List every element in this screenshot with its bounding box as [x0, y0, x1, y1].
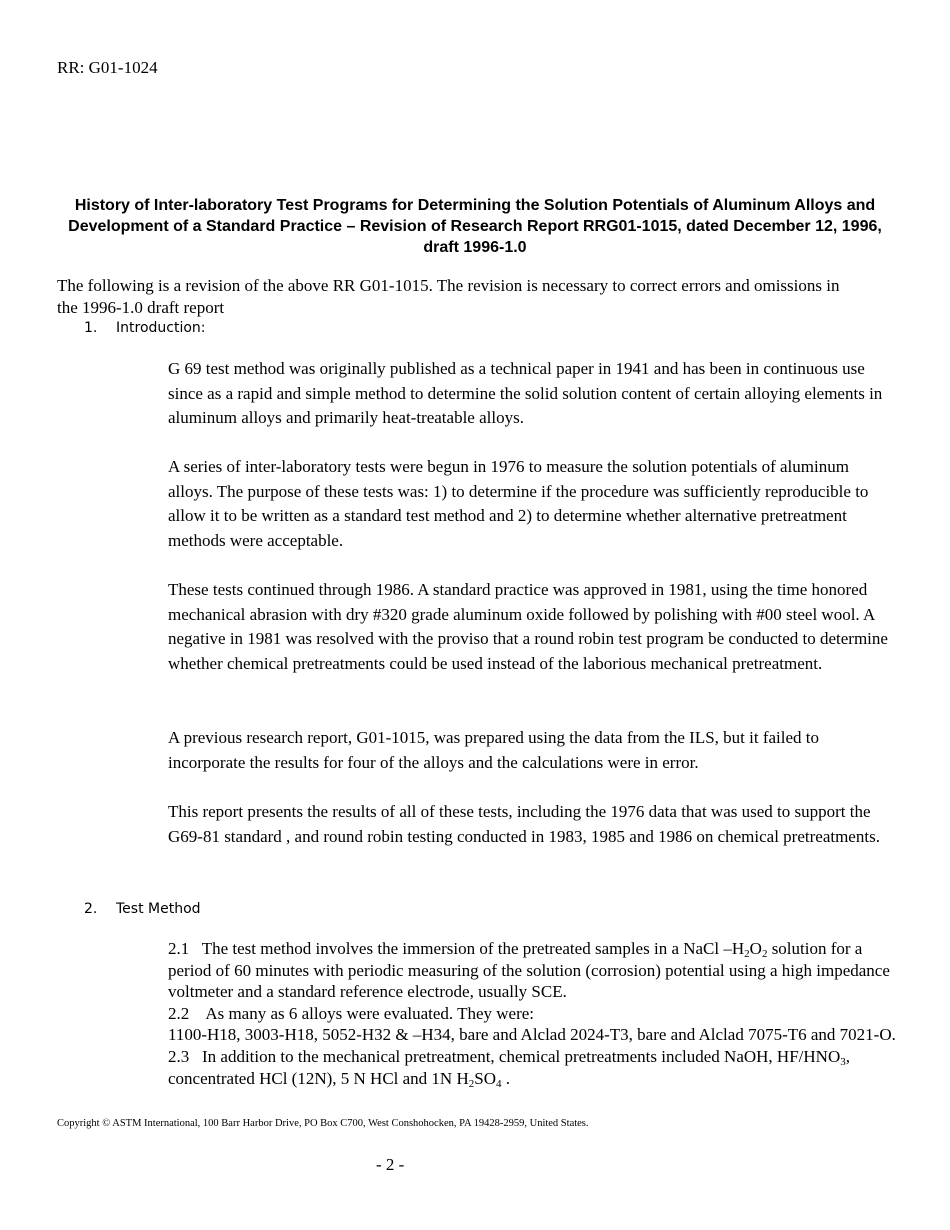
section-1-heading — [84, 320, 206, 336]
section-number: 1. — [84, 320, 98, 336]
report-id: RR: G01-1024 — [57, 58, 158, 77]
section-1-para-2: A series of inter-laboratory tests were begun in 1976 to measure the solution potentials of aluminum alloys. The purpose of these tests was: 1) to determine if the procedure was sufficiently reproducible to allow it to be written as a standard test method and 2) to determine whether alternative pretreatment methods were acceptable. — [168, 457, 869, 550]
copyright-notice: Copyright © ASTM International, 100 Barr Harbor Drive, PO Box C700, West Conshohocken, PA 19428-2959, United States. — [57, 1118, 589, 1129]
alloy-list: 1100-H18, 3003-H18, 5052-H32 & –H34, bare and Alclad 2024-T3, bare and Alclad 7075-T6 and 7021-O. — [168, 1025, 896, 1045]
section-1-para-1: G 69 test method was originally published as a technical paper in 1941 and has been in continuous use since as a rapid and simple method to determine the solid solution content of certain alloying elements in aluminum alloys and primarily heat-treatable alloys. — [168, 359, 883, 428]
item-2-3: 2.3 In addition to the mechanical pretreatment, chemical pretreatments included NaOH, $HF/HNO_3$, concentrated HCl (12N), 5 N HCl and 1N $H_2SO_4$ . — [168, 1046, 850, 1090]
item-2-1: 2.1 The test method involves the immersion of the pretreated samples in a NaCl $-H_2O_2$ solution for a period of 60 minutes with periodic measuring of the solution (corrosion) potential using a high impedance voltmeter and a standard reference electrode, usually SCE. — [168, 939, 890, 1002]
intro-paragraph: The following is a revision of the above RR G01-1015. The revision is necessary to correct errors and omissions in the 1996-1.0 draft report — [57, 276, 840, 317]
section-title: Introduction: — [116, 320, 206, 336]
section-2-body — [168, 938, 898, 1089]
section-number: 2. — [84, 901, 98, 917]
document-title: History of Inter-laboratory Test Programs for Determining the Solution Potentials of Aluminum Alloys and Development of a Standard Practice – Revision of Research Report RRG01-1015, dated December 12, 1996, draft 1996-1.0 — [68, 197, 882, 256]
item-2-2: 2.2 As many as 6 alloys were evaluated. They were: — [168, 1003, 535, 1023]
section-1-para-4: A previous research report, G01-1015, was prepared using the data from the ILS, but it failed to incorporate the results for four of the alloys and the calculations were in error. — [168, 728, 820, 772]
page-number: - 2 - — [376, 1155, 405, 1174]
section-title: Test Method — [116, 901, 201, 917]
section-2-heading — [84, 901, 201, 917]
section-1-para-3: These tests continued through 1986. A standard practice was approved in 1981, using the time honored mechanical abrasion with dry #320 grade aluminum oxide followed by polishing with #00 steel wool. A negative in 1981 was resolved with the proviso that a round robin test program be conducted to determine whether chemical pretreatments could be used instead of the laborious mechanical pretreatment. — [168, 580, 888, 673]
section-1-para-5: This report presents the results of all of these tests, including the 1976 data that was used to support the G69-81 standard , and round robin testing conducted in 1983, 1985 and 1986 on chemical pretreatments. — [168, 802, 880, 846]
